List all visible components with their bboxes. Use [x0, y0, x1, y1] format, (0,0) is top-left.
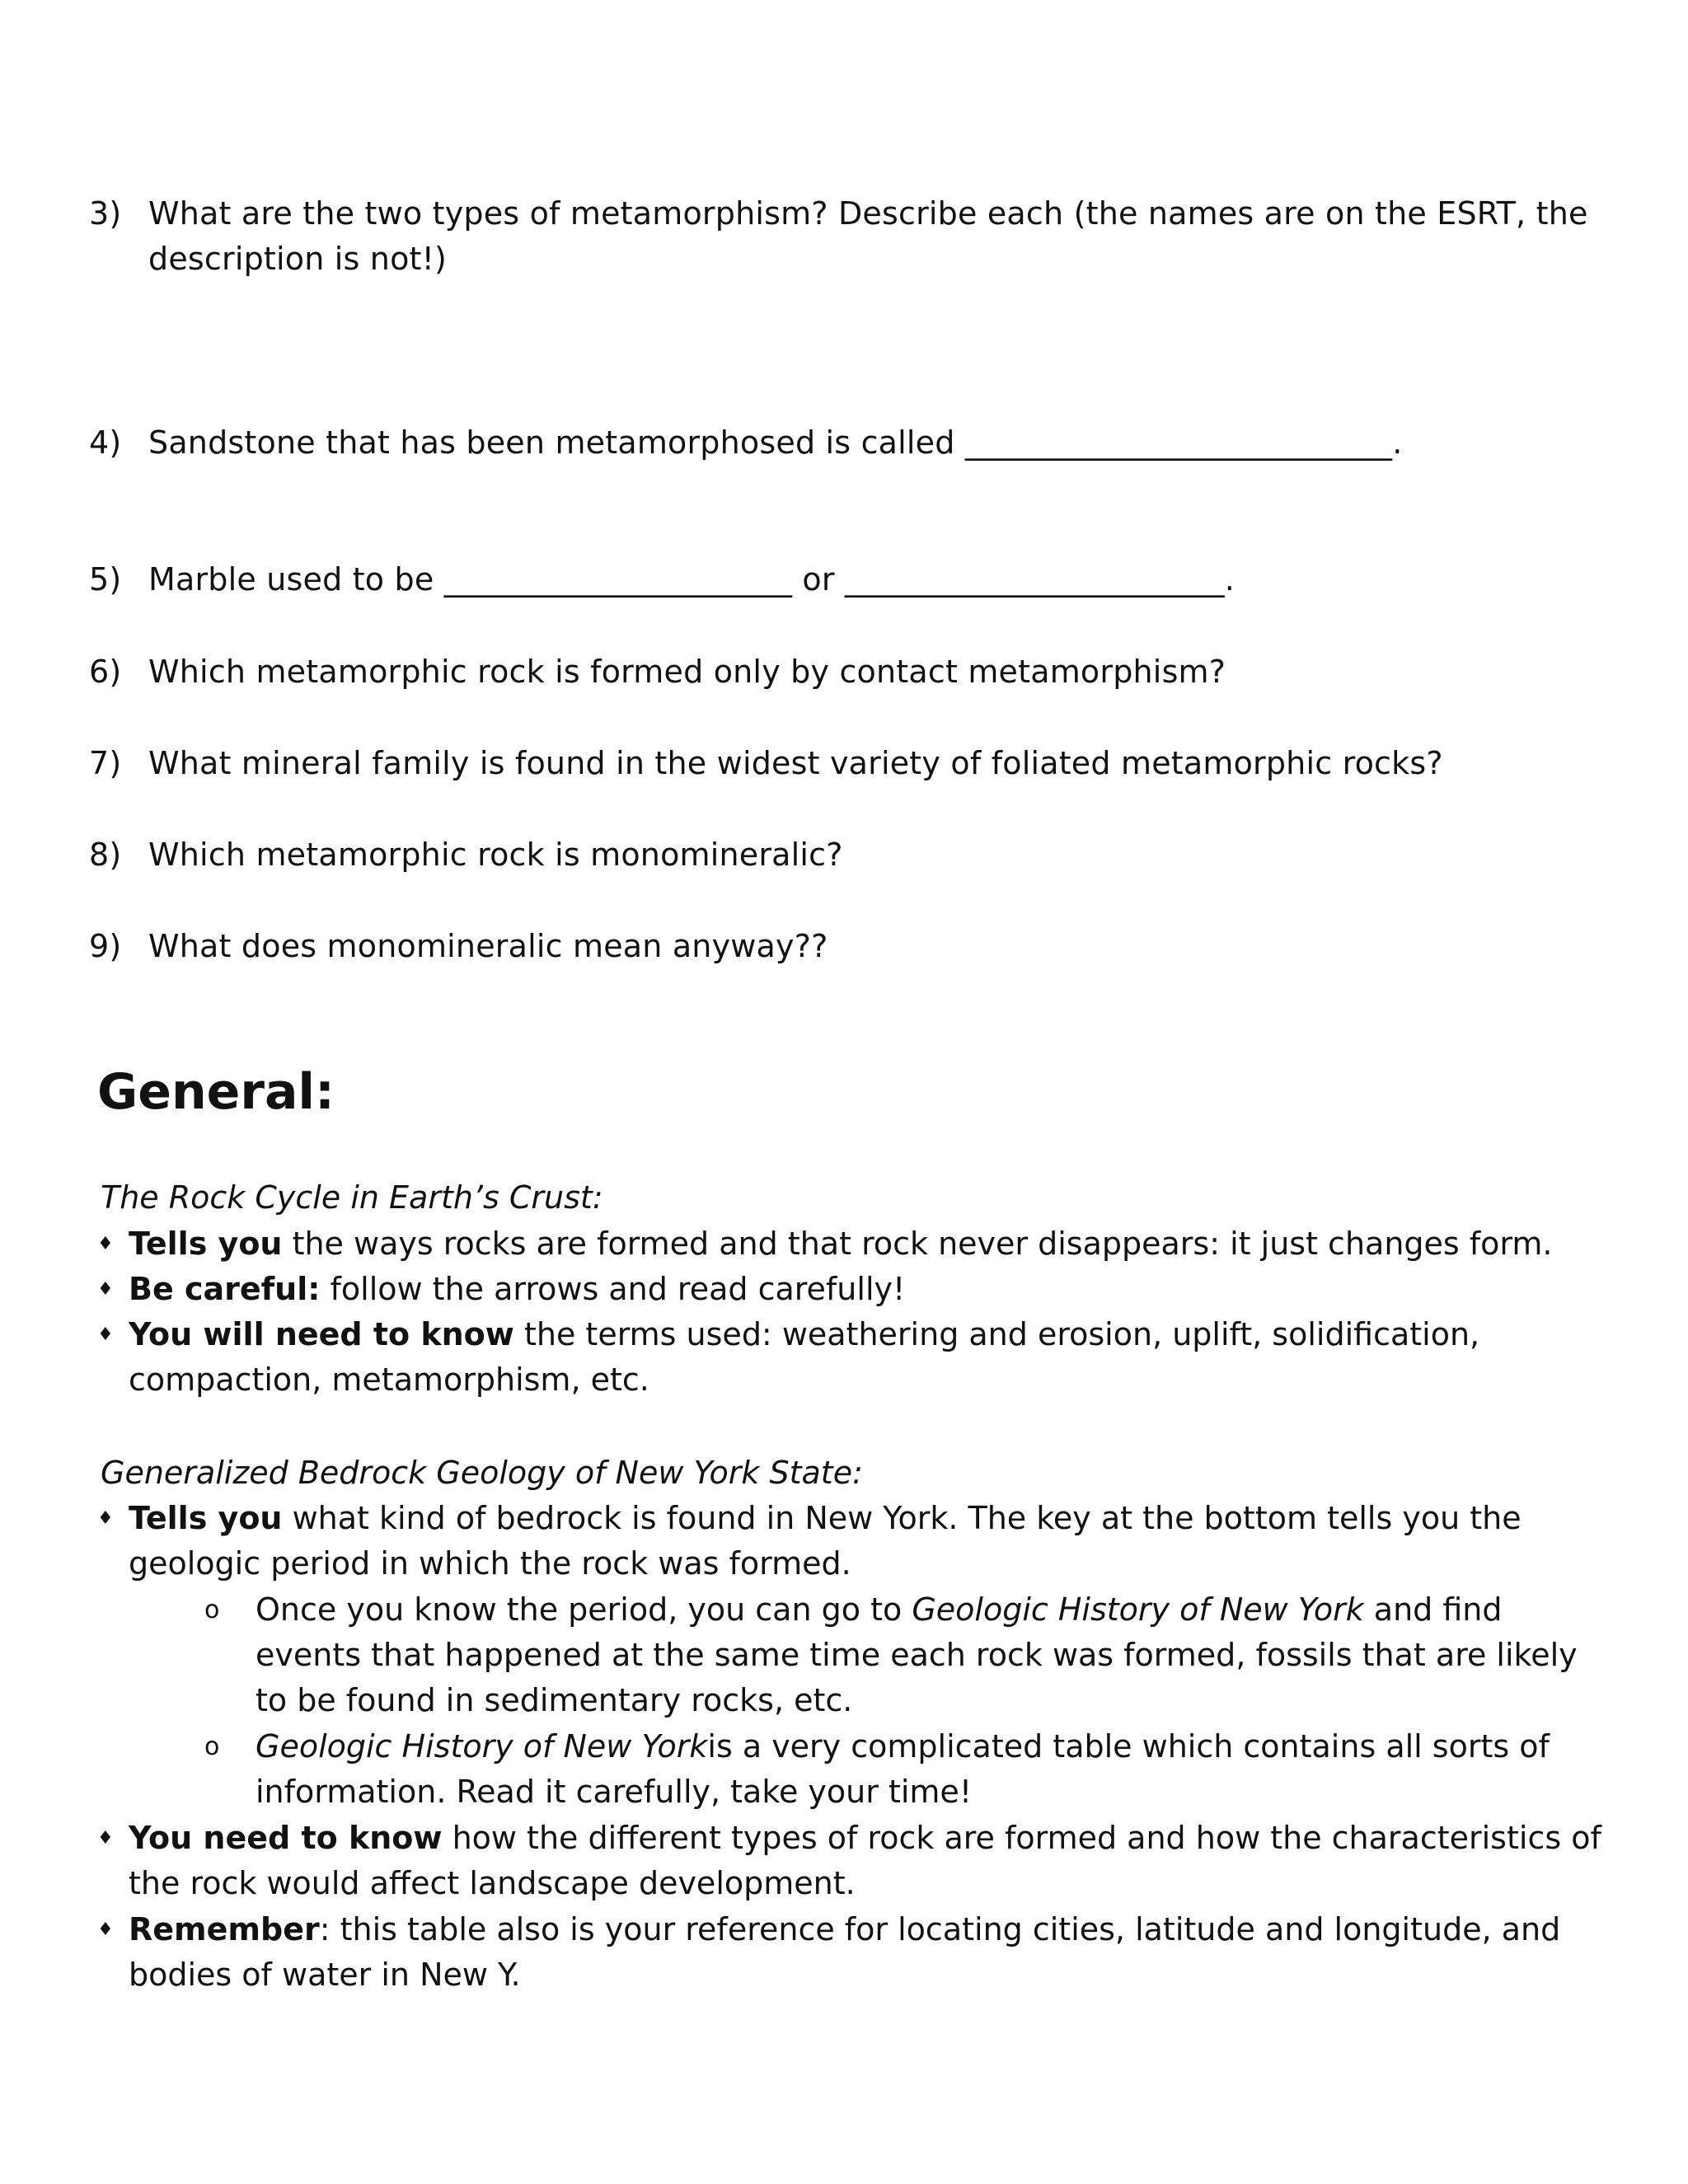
question-number: 9) [89, 928, 122, 964]
question-text: What mineral family is found in the widest variety of foliated metamorphic rocks? [148, 745, 1443, 781]
bullet-bold: You will need to know [129, 1316, 514, 1352]
question-3 [89, 191, 1588, 277]
sub-bullet-italic: Geologic History of New York [256, 1728, 708, 1765]
sub-bullet-italic: Geologic History of New York [912, 1591, 1364, 1628]
question-text: Sandstone that has been metamorphosed is called ___________________________. [148, 424, 1403, 461]
bullet-bold: Tells you [129, 1500, 283, 1536]
question-7 [89, 741, 1443, 786]
question-8 [89, 832, 843, 878]
diamond-bullet-icon: ♦ [97, 1828, 114, 1849]
question-number: 8) [89, 837, 122, 873]
bullet-text: how the different types of rock are formed and how the characteristics of the rock would affect landscape development. [129, 1820, 1601, 1901]
bullet-bold: You need to know [129, 1820, 443, 1856]
question-text: Which metamorphic rock is monomineralic? [148, 837, 843, 873]
bullet-bold: Be careful: [129, 1271, 321, 1307]
question-6 [89, 649, 1226, 695]
diamond-bullet-icon: ♦ [97, 1508, 114, 1529]
bullet-text: the terms used: weathering and erosion, uplift, solidification, compaction, metamorphism, etc. [129, 1316, 1480, 1398]
question-number: 7) [89, 745, 122, 781]
bullet-bold: Remember [129, 1911, 320, 1947]
diamond-bullet-icon: ♦ [97, 1324, 114, 1345]
question-9 [89, 924, 828, 969]
bullet-text: follow the arrows and read carefully! [320, 1271, 906, 1307]
question-text: Marble used to be ______________________ or ________________________. [148, 561, 1236, 598]
question-text: What does monomineralic mean anyway?? [148, 928, 828, 964]
question-number: 5) [89, 561, 122, 598]
question-text: Which metamorphic rock is formed only by contact metamorphism? [148, 654, 1226, 690]
diamond-bullet-icon: ♦ [97, 1234, 114, 1254]
sub-bullet-text: Once you know the period, you can go to [256, 1591, 912, 1628]
bullet-text: what kind of bedrock is found in New York. The key at the bottom tells you the geologic period in which the rock was formed. [129, 1500, 1522, 1582]
rock-cycle-title: The Rock Cycle in Earth’s Crust: [101, 1179, 603, 1216]
circle-bullet-icon: o [204, 1596, 220, 1624]
diamond-bullet-icon: ♦ [97, 1279, 114, 1300]
bullet-text: the ways rocks are formed and that rock never disappears: it just changes form. [282, 1226, 1553, 1262]
bullet-bold: Tells you [129, 1226, 283, 1262]
sub-bullet-text: and find events that happened at the same time each rock was formed, fossils that are likely to be found in sedimentary rocks, etc. [256, 1591, 1578, 1718]
question-number: 3) [89, 195, 122, 232]
bedrock-title: Generalized Bedrock Geology of New York State: [101, 1455, 863, 1491]
question-number: 4) [89, 424, 122, 461]
section-heading: General: [97, 1063, 335, 1121]
circle-bullet-icon: o [204, 1732, 220, 1761]
sub-bullet-text: is a very complicated table which contains all sorts of information. Read it carefully, take your time! [256, 1728, 1550, 1810]
bullet-text: : this table also is your reference for locating cities, latitude and longitude, and bodies of water in New Y. [129, 1911, 1561, 1993]
diamond-bullet-icon: ♦ [97, 1919, 114, 1940]
question-4 [89, 420, 1403, 466]
question-number: 6) [89, 654, 122, 690]
question-text: What are the two types of metamorphism? Describe each (the names are on the ESRT, the description is not!) [148, 195, 1588, 277]
question-5 [89, 557, 1236, 602]
